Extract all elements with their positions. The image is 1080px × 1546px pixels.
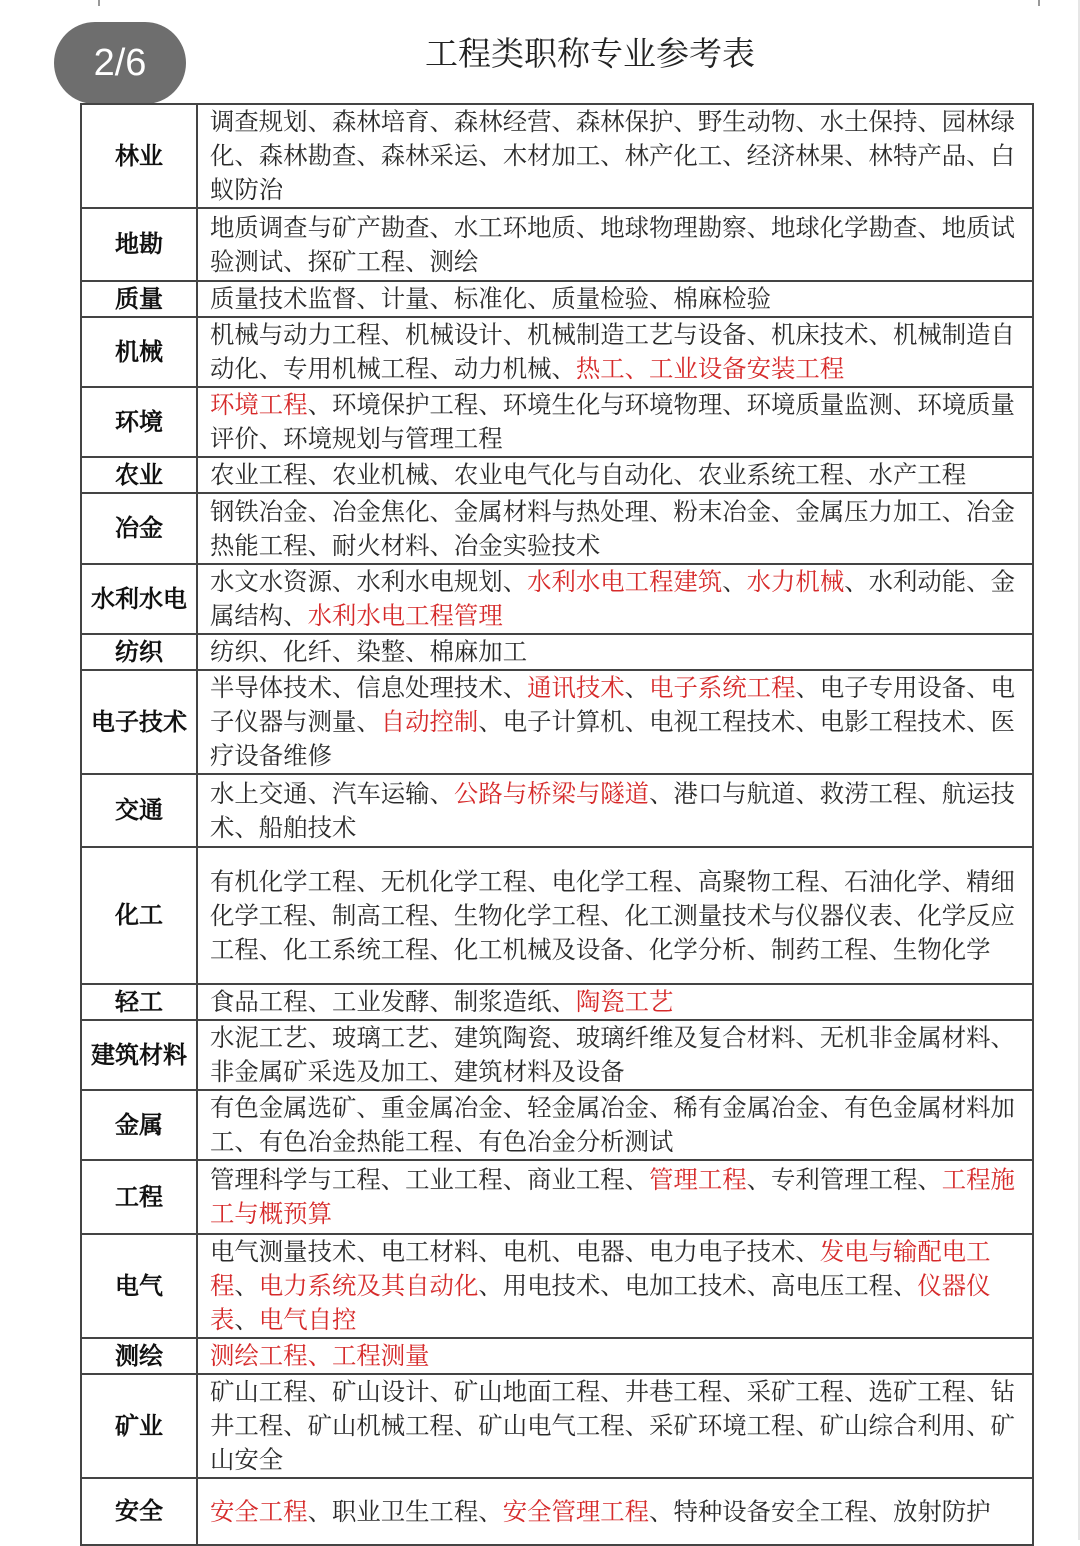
category-cell: 电子技术 [81,670,197,774]
majors-cell [197,1160,1033,1234]
major-text: 农业工程、农业机械、农业电气化与自动化、农业系统工程、水产工程 [210,460,967,489]
category-cell: 测绘 [81,1338,197,1374]
majors-cell [197,774,1033,847]
major-text: 、水利动能、金属结构、 [210,567,1015,630]
major-text: 纺织、化纤、染整、棉麻加工 [210,637,528,666]
highlighted-major: 仪器仪表 [210,1271,991,1334]
category-cell: 冶金 [81,493,197,564]
major-text: 、电子计算机、电视工程技术、电影工程技术、医疗设备维修 [210,707,1015,770]
table-row [81,634,1033,670]
majors-cell [197,564,1033,634]
table-row [81,670,1033,774]
major-text: 半导体技术、信息处理技术、 [210,673,528,702]
major-text: 钢铁冶金、冶金焦化、金属材料与热处理、粉末冶金、金属压力加工、冶金热能工程、耐火材料、冶金实验技术 [210,496,1015,560]
major-text: 质量技术监督、计量、标准化、质量检验、棉麻检验 [210,284,771,313]
table-row [81,1234,1033,1338]
majors-cell [197,634,1033,670]
table-row [81,104,1033,208]
majors-cell [197,104,1033,208]
majors-cell [197,984,1033,1020]
table-row [81,1338,1033,1374]
major-text: 调查规划、森林培育、森林经营、森林保护、野生动物、水土保持、园林绿化、森林勘查、森林采运、木材加工、林产化工、经济林果、林特产品、白蚁防治 [210,107,1015,204]
major-text: 机械与动力工程、机械设计、机械制造工艺与设备、机床技术、机械制造自动化、专用机械工程、动力机械、 [210,320,1015,383]
majors-cell [197,670,1033,774]
table-row [81,984,1033,1020]
highlighted-major: 环境工程 [210,390,308,419]
majors-cell [197,1478,1033,1545]
category-cell: 工程 [81,1160,197,1234]
highlighted-major: 工程施工与概预算 [210,1165,1015,1228]
majors-cell [197,1234,1033,1338]
highlighted-major: 水利水电工程建筑 [527,567,723,596]
highlighted-major: 管理工程 [649,1165,747,1194]
major-text: 水泥工艺、玻璃工艺、建筑陶瓷、玻璃纤维及复合材料、无机非金属材料、非金属矿采选及加工、建筑材料及设备 [210,1023,1015,1086]
highlighted-major: 测绘工程、工程测量 [210,1341,430,1370]
major-text: 水上交通、汽车运输、 [210,778,454,808]
table-row [81,1478,1033,1545]
highlighted-major: 电子系统工程 [649,673,796,702]
document-title: 工程类职称专业参考表 [425,34,755,73]
majors-cell [197,1020,1033,1090]
highlighted-major: 陶瓷工艺 [575,987,674,1016]
table-row [81,1090,1033,1160]
highlighted-major: 发电与输配电工程 [210,1237,991,1300]
major-text: 、环境保护工程、环境生化与环境物理、环境质量监测、环境质量评价、环境规划与管理工程 [210,390,1015,453]
majors-cell [197,317,1033,387]
majors-cell [197,1338,1033,1374]
majors-cell [197,847,1033,984]
highlighted-major: 电气自控 [258,1305,357,1334]
major-text: 、 [234,1271,259,1300]
major-text: 、 [624,673,650,702]
table-row [81,1160,1033,1234]
majors-cell [197,208,1033,281]
category-cell: 安全 [81,1478,197,1545]
category-cell: 金属 [81,1090,197,1160]
category-cell: 林业 [81,104,197,208]
category-cell: 交通 [81,774,197,847]
highlighted-major: 自动控制 [380,707,479,736]
edge-mark [98,0,100,6]
table-row [81,847,1033,984]
table-row [81,208,1033,281]
category-cell: 水利水电 [81,564,197,634]
category-cell: 电气 [81,1234,197,1338]
major-text: 有色金属选矿、重金属冶金、轻金属冶金、稀有金属冶金、有色金属材料加工、有色冶金热能工程、有色冶金分析测试 [210,1093,1015,1156]
highlighted-major: 热工、工业设备安装工程 [575,354,845,383]
highlighted-major: 安全管理工程 [502,1496,650,1526]
category-cell: 建筑材料 [81,1020,197,1090]
category-cell: 轻工 [81,984,197,1020]
majors-cell [197,1374,1033,1478]
major-text: 、港口与航道、救涝工程、航运技术、船舶技术 [210,778,1015,842]
major-text: 、 [722,567,747,596]
majors-cell [197,387,1033,457]
major-text: 有机化学工程、无机化学工程、电化学工程、高聚物工程、石油化学、精细化学工程、制高工程、生物化学工程、化工测量技术与仪器仪表、化学反应工程、化工系统工程、化工机械及设备、化学分析、制药工程、生物化学 [210,866,1015,964]
major-text: 管理科学与工程、工业工程、商业工程、 [210,1165,650,1194]
top-edge [0,0,1080,2]
majors-cell [197,457,1033,493]
majors-cell [197,1090,1033,1160]
category-cell: 环境 [81,387,197,457]
table-row [81,1374,1033,1478]
major-text: 、电子专用设备、电子仪器与测量、 [210,673,1015,736]
major-text: 地质调查与矿产勘查、水工环地质、地球物理勘察、地球化学勘查、地质试验测试、探矿工程、测绘 [210,212,1015,276]
table-row [81,457,1033,493]
major-text: 、 [234,1305,259,1334]
table-row [81,387,1033,457]
highlighted-major: 安全工程 [210,1496,308,1526]
table-row [81,564,1033,634]
major-text: 、专利管理工程、 [746,1165,942,1194]
table-row [81,774,1033,847]
category-cell: 地勘 [81,208,197,281]
major-text: 、用电技术、电加工技术、高电压工程、 [478,1271,918,1300]
highlighted-major: 公路与桥梁与隧道 [453,778,650,808]
table-body [81,104,1033,1545]
majors-cell [197,493,1033,564]
table-row [81,317,1033,387]
table-row [81,493,1033,564]
reference-table [80,103,1034,1546]
highlighted-major: 通讯技术 [527,673,625,702]
category-cell: 矿业 [81,1374,197,1478]
highlighted-major: 水利水电工程管理 [307,601,503,630]
highlighted-major: 电力系统及其自动化 [258,1271,479,1300]
category-cell: 纺织 [81,634,197,670]
category-cell: 质量 [81,281,197,317]
major-text: 水文水资源、水利水电规划、 [210,567,528,596]
page-indicator: 2/6 [54,22,186,104]
table-row [81,1020,1033,1090]
category-cell: 农业 [81,457,197,493]
highlighted-major: 水力机械 [746,567,845,596]
edge-mark [1038,0,1040,6]
category-cell: 机械 [81,317,197,387]
category-cell: 化工 [81,847,197,984]
majors-cell [197,281,1033,317]
table-row [81,281,1033,317]
major-text: 电气测量技术、电工材料、电机、电器、电力电子技术、 [210,1237,820,1266]
major-text: 矿山工程、矿山设计、矿山地面工程、井巷工程、采矿工程、选矿工程、钻井工程、矿山机械工程、矿山电气工程、采矿环境工程、矿山综合利用、矿山安全 [210,1377,1015,1474]
major-text: 、职业卫生工程、 [307,1496,503,1526]
major-text: 、特种设备安全工程、放射防护 [649,1496,991,1526]
major-text: 食品工程、工业发酵、制浆造纸、 [210,987,576,1016]
